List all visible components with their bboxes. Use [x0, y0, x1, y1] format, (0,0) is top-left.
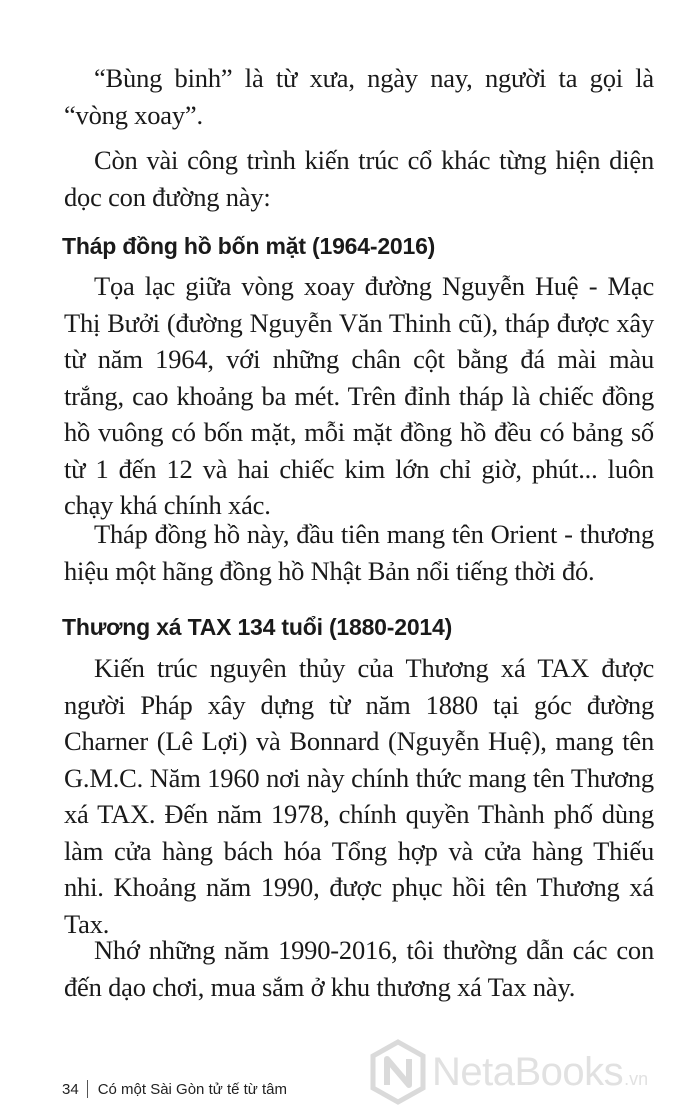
watermark-brand: NetaBooks — [432, 1049, 624, 1094]
paragraph-6-text: Nhớ những năm 1990-2016, tôi thường dẫn các con đến dạo chơi, mua sắm ở khu thương xá Tax này. — [64, 935, 654, 1002]
paragraph-2-text: Còn vài công trình kiến trúc cổ khác từng hiện diện dọc con đường này: — [64, 145, 654, 212]
paragraph-3-text: Tọa lạc giữa vòng xoay đường Nguyễn Huệ - Mạc Thị Bưởi (đường Nguyễn Văn Thinh cũ), tháp được xây từ năm 1964, với những chân cột bằng đá mài màu trắng, cao khoảng ba mét. Trên đỉnh tháp là chiếc đồng hồ vuông có bốn mặt, mỗi mặt đồng hồ đều có bảng số từ 1 đến 12 và hai chiếc kim lớn chỉ giờ, phút... luôn chạy khá chính xác. — [64, 271, 654, 520]
netabooks-logo-icon — [370, 1039, 426, 1105]
paragraph-3 — [64, 268, 654, 524]
paragraph-2 — [64, 142, 654, 215]
netabooks-watermark — [370, 1032, 690, 1112]
section-heading-2: Thương xá TAX 134 tuổi (1880-2014) — [62, 614, 453, 640]
paragraph-4 — [64, 516, 654, 589]
paragraph-1 — [64, 60, 654, 133]
footer-divider — [87, 1080, 88, 1098]
heading-clock-tower — [62, 231, 652, 261]
watermark-tld: .vn — [624, 1069, 649, 1089]
page-footer — [62, 1078, 287, 1100]
section-heading-1: Tháp đồng hồ bốn mặt (1964-2016) — [62, 233, 436, 259]
running-title: Có một Sài Gòn tử tế từ tâm — [97, 1080, 288, 1098]
page-number: 34 — [62, 1080, 79, 1098]
heading-tax-mall — [62, 612, 652, 642]
paragraph-5 — [64, 650, 654, 942]
paragraph-6 — [64, 932, 654, 1005]
paragraph-5-text: Kiến trúc nguyên thủy của Thương xá TAX được người Pháp xây dựng từ năm 1880 tại góc đường Charner (Lê Lợi) và Bonnard (Nguyễn Huệ), mang tên G.M.C. Năm 1960 nơi này chính thức mang tên Thương xá TAX. Đến năm 1978, chính quyền Thành phố dùng làm cửa hàng bách hóa Tổng hợp và cửa hàng Thiếu nhi. Khoảng năm 1990, được phục hồi tên Thương xá Tax. — [64, 653, 654, 939]
paragraph-1-text: “Bùng binh” là từ xưa, ngày nay, người ta gọi là “vòng xoay”. — [64, 63, 654, 130]
paragraph-4-text: Tháp đồng hồ này, đầu tiên mang tên Orient - thương hiệu một hãng đồng hồ Nhật Bản nổi tiếng thời đó. — [64, 519, 654, 586]
